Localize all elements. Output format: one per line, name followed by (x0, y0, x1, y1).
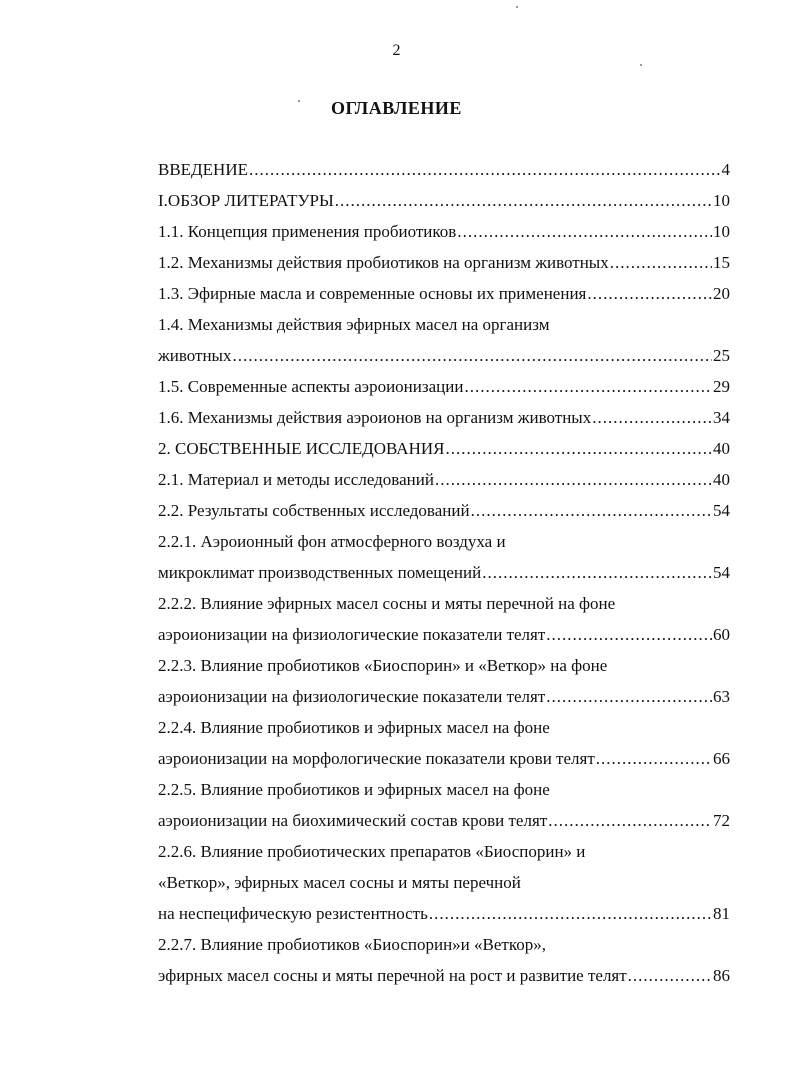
toc-entry-title: 2. СОБСТВЕННЫЕ ИССЛЕДОВАНИЯ (158, 439, 445, 458)
toc-entry-title: I.ОБЗОР ЛИТЕРАТУРЫ (158, 191, 334, 210)
toc-entry-title: микроклимат производственных помещений (158, 563, 482, 582)
toc-entry-title: эфирных масел сосны и мяты перечной на рост и развитие телят (158, 966, 627, 985)
scan-speck (298, 100, 300, 102)
toc-entry-title: 1.6. Механизмы действия аэроионов на организм животных (158, 408, 592, 427)
toc-entry (158, 160, 730, 191)
toc-entry-title: 2.2.1. Аэроионный фон атмосферного воздуха и (158, 532, 506, 551)
toc-entry (158, 842, 730, 873)
toc-entry-page: 54 (713, 563, 730, 582)
toc-entry (158, 408, 730, 439)
toc-entry-page: 66 (713, 749, 730, 768)
toc-entry-page: 72 (713, 811, 730, 830)
toc-entry-title: 2.2. Результаты собственных исследований (158, 501, 470, 520)
toc-entry (158, 191, 730, 222)
toc-leader-dots (482, 563, 712, 583)
scan-speck (516, 6, 518, 8)
toc-entry-title: 2.1. Материал и методы исследований (158, 470, 434, 489)
toc-leader-dots (429, 904, 712, 924)
toc-entry (158, 935, 730, 966)
toc-leader-dots (471, 501, 712, 521)
toc-leader-dots (457, 222, 712, 242)
toc-entry-title: 2.2.6. Влияние пробиотических препаратов «Биоспорин» и (158, 842, 586, 861)
toc-entry (158, 687, 730, 718)
toc-leader-dots (464, 377, 712, 397)
toc-entry-page: 4 (721, 160, 730, 179)
toc-entry-page: 54 (713, 501, 730, 520)
toc-entry (158, 904, 730, 935)
toc-entry (158, 873, 730, 904)
toc-entry-title: животных (158, 346, 232, 365)
toc-entry-title: аэроионизации на морфологические показатели крови телят (158, 749, 595, 768)
toc-entry-page: 15 (713, 253, 730, 272)
toc-entry-page: 86 (713, 966, 730, 985)
toc-entry (158, 346, 730, 377)
table-of-contents (158, 160, 730, 997)
toc-entry-page: 63 (713, 687, 730, 706)
toc-leader-dots (628, 966, 712, 986)
toc-entry (158, 501, 730, 532)
toc-entry (158, 439, 730, 470)
toc-entry-page: 40 (713, 439, 730, 458)
toc-entry-page: 40 (713, 470, 730, 489)
toc-leader-dots (587, 284, 712, 304)
page-number: 2 (392, 42, 401, 59)
toc-entry-title: аэроионизации на биохимический состав крови телят (158, 811, 548, 830)
toc-entry (158, 563, 730, 594)
toc-leader-dots (610, 253, 712, 273)
toc-entry-title: «Веткор», эфирных масел сосны и мяты перечной (158, 873, 521, 892)
toc-entry-page: 10 (713, 191, 730, 210)
toc-entry-page: 34 (713, 408, 730, 427)
scan-speck (640, 64, 642, 66)
toc-leader-dots (435, 470, 712, 490)
toc-entry (158, 377, 730, 408)
toc-leader-dots (445, 439, 712, 459)
toc-leader-dots (596, 749, 712, 769)
toc-entry-title: ВВЕДЕНИЕ (158, 160, 248, 179)
toc-entry (158, 284, 730, 315)
toc-entry-title: 1.3. Эфирные масла и современные основы их применения (158, 284, 587, 303)
toc-entry (158, 811, 730, 842)
toc-entry-title: 1.5. Современные аспекты аэроионизации (158, 377, 464, 396)
toc-entry-title: 2.2.3. Влияние пробиотиков «Биоспорин» и «Веткор» на фоне (158, 656, 608, 675)
toc-entry (158, 749, 730, 780)
toc-entry (158, 470, 730, 501)
toc-entry-page: 81 (713, 904, 730, 923)
toc-entry (158, 656, 730, 687)
toc-entry (158, 625, 730, 656)
toc-leader-dots (249, 160, 721, 180)
toc-entry-page: 25 (713, 346, 730, 365)
toc-entry (158, 780, 730, 811)
toc-entry (158, 253, 730, 284)
toc-entry (158, 532, 730, 563)
toc-entry-title: аэроионизации на физиологические показатели телят (158, 687, 546, 706)
toc-entry (158, 594, 730, 625)
toc-entry (158, 222, 730, 253)
toc-leader-dots (335, 191, 712, 211)
toc-leader-dots (592, 408, 712, 428)
toc-entry (158, 966, 730, 997)
toc-entry-title: 2.2.4. Влияние пробиотиков и эфирных масел на фоне (158, 718, 550, 737)
toc-entry-page: 10 (713, 222, 730, 241)
toc-entry (158, 315, 730, 346)
toc-leader-dots (546, 687, 712, 707)
page-title: ОГЛАВЛЕНИЕ (331, 98, 462, 118)
toc-entry-page: 60 (713, 625, 730, 644)
toc-leader-dots (548, 811, 712, 831)
toc-entry-title: 2.2.7. Влияние пробиотиков «Биоспорин»и «Веткор», (158, 935, 546, 954)
toc-entry-title: 1.1. Концепция применения пробиотиков (158, 222, 457, 241)
toc-leader-dots (546, 625, 712, 645)
toc-entry-page: 20 (713, 284, 730, 303)
toc-entry-title: 2.2.5. Влияние пробиотиков и эфирных масел на фоне (158, 780, 550, 799)
toc-entry-title: на неспецифическую резистентность (158, 904, 428, 923)
toc-entry (158, 718, 730, 749)
toc-entry-title: 2.2.2. Влияние эфирных масел сосны и мяты перечной на фоне (158, 594, 616, 613)
toc-entry-title: 1.2. Механизмы действия пробиотиков на организм животных (158, 253, 609, 272)
toc-leader-dots (232, 346, 712, 366)
toc-entry-title: 1.4. Механизмы действия эфирных масел на организм (158, 315, 550, 334)
toc-entry-title: аэроионизации на физиологические показатели телят (158, 625, 546, 644)
toc-entry-page: 29 (713, 377, 730, 396)
